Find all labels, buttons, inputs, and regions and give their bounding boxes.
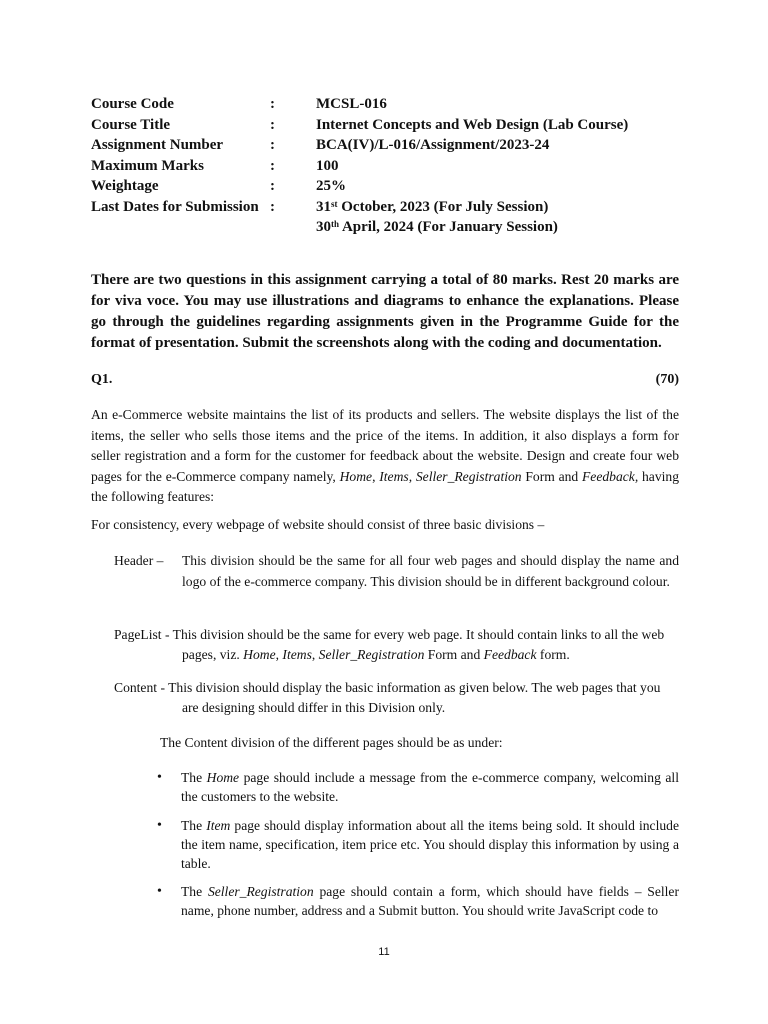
page-name: Item bbox=[206, 818, 231, 833]
pagelist-division-continuation bbox=[182, 645, 679, 666]
text: , bbox=[408, 468, 416, 484]
header-division-description: This division should be the same for all four web pages and should display the name and logo of the e-commerce company. This division should be in different background colour. bbox=[182, 553, 679, 589]
info-label: Last Dates for Submission bbox=[91, 198, 259, 215]
text: page should contain a form, which should have fields – Seller name, phone number, address and a Submit button. You should write JavaScript code to bbox=[181, 884, 679, 918]
list-item-text bbox=[181, 768, 679, 806]
list-item-text bbox=[181, 882, 679, 920]
info-value bbox=[316, 197, 548, 218]
page-name-home: Home bbox=[243, 647, 276, 662]
text: The bbox=[181, 884, 208, 899]
page-name-feedback: Feedback, bbox=[582, 468, 639, 484]
text: , bbox=[311, 647, 319, 662]
text: The bbox=[181, 818, 207, 833]
bullet-icon: • bbox=[157, 884, 162, 899]
bullet-icon: • bbox=[157, 770, 162, 785]
instructions-paragraph: There are two questions in this assignment carrying a total of 80 marks. Rest 20 marks are for viva voce. You may use illustrations and diagrams to enhance the explanations. Please go through the guidelines regarding assignments given in the Programme Guide for the format of presentation. Submit the screenshots along with the coding and documentation. bbox=[91, 272, 679, 351]
question-marks: (70) bbox=[655, 372, 679, 387]
text: Form and bbox=[521, 468, 582, 484]
info-value: BCA(IV)/L-016/Assignment/2023-24 bbox=[316, 137, 550, 153]
question-description bbox=[91, 405, 679, 508]
page-name-home: Home bbox=[339, 468, 373, 484]
question-number: Q1. bbox=[91, 372, 113, 387]
info-label: Course Code bbox=[91, 96, 174, 112]
page-name-seller-registration: Seller_Registration bbox=[415, 468, 522, 484]
text: page should include a message from the e-commerce company, welcoming all the customers to the website. bbox=[181, 770, 679, 804]
date-rest: October, 2023 (For July Session) bbox=[337, 198, 549, 215]
date-suffix: st bbox=[331, 198, 338, 209]
info-colon: : bbox=[270, 116, 275, 133]
content-division-intro: The Content division of the different pages should be as under: bbox=[160, 735, 503, 750]
info-label: Weightage bbox=[91, 178, 159, 194]
date-suffix: th bbox=[331, 219, 340, 229]
text: An e-Commerce website maintains the list of its products and sellers. The website displays the list of the items, the seller who sells those items and the price of the items. In addition, it also displays a form for seller registration and a form for the customer for feedback about the website. Design and create four web pages for the e-Commerce company namely, bbox=[91, 407, 679, 484]
text: , bbox=[275, 647, 283, 662]
info-label: Maximum Marks bbox=[91, 157, 204, 174]
header-division-term: Header – bbox=[114, 553, 164, 568]
consistency-paragraph: For consistency, every webpage of website should consist of three basic divisions – bbox=[91, 517, 545, 532]
info-colon: : bbox=[270, 137, 275, 153]
text: form. bbox=[536, 647, 570, 662]
pagelist-division-line: PageList - This division should be the same for every web page. It should contain links to all the web bbox=[114, 627, 665, 642]
page-number: 11 bbox=[378, 946, 390, 958]
info-value: 25% bbox=[316, 178, 346, 194]
page-name-items: Items bbox=[379, 468, 409, 484]
info-value: 100 bbox=[316, 157, 339, 174]
page-name: Seller_Registration bbox=[207, 884, 314, 899]
content-division-continuation: are designing should differ in this Division only. bbox=[182, 700, 446, 715]
content-division-line: Content - This division should display the basic information as given below. The web pages that you bbox=[114, 680, 661, 695]
info-colon: : bbox=[270, 96, 275, 112]
list-item-text bbox=[181, 816, 679, 873]
text: , bbox=[372, 468, 380, 484]
info-value: MCSL-016 bbox=[316, 96, 387, 112]
page-name-seller-registration: Seller_Registration bbox=[318, 647, 425, 662]
info-colon: : bbox=[270, 157, 275, 174]
text: having the following features: bbox=[91, 468, 680, 504]
info-colon: : bbox=[270, 178, 275, 194]
text: pages, viz. bbox=[182, 647, 244, 662]
text: page should display information about all the items being sold. It should include the item name, specification, item price etc. You should display this information by using a table. bbox=[181, 818, 679, 871]
info-label: Assignment Number bbox=[91, 137, 224, 153]
text: Form and bbox=[424, 647, 484, 662]
date-day: 31 bbox=[316, 198, 331, 215]
text: The bbox=[181, 770, 207, 785]
date-day: 30 bbox=[316, 219, 331, 235]
bullet-icon: • bbox=[157, 818, 162, 833]
page-name: Home bbox=[206, 770, 240, 785]
info-value: Internet Concepts and Web Design (Lab Course) bbox=[316, 116, 629, 133]
date-rest: April, 2024 (For January Session) bbox=[339, 219, 558, 235]
info-colon: : bbox=[270, 198, 275, 215]
page-name-feedback: Feedback bbox=[483, 647, 537, 662]
page-name-items: Items bbox=[282, 647, 312, 662]
info-value bbox=[316, 217, 558, 238]
info-label: Course Title bbox=[91, 116, 171, 133]
